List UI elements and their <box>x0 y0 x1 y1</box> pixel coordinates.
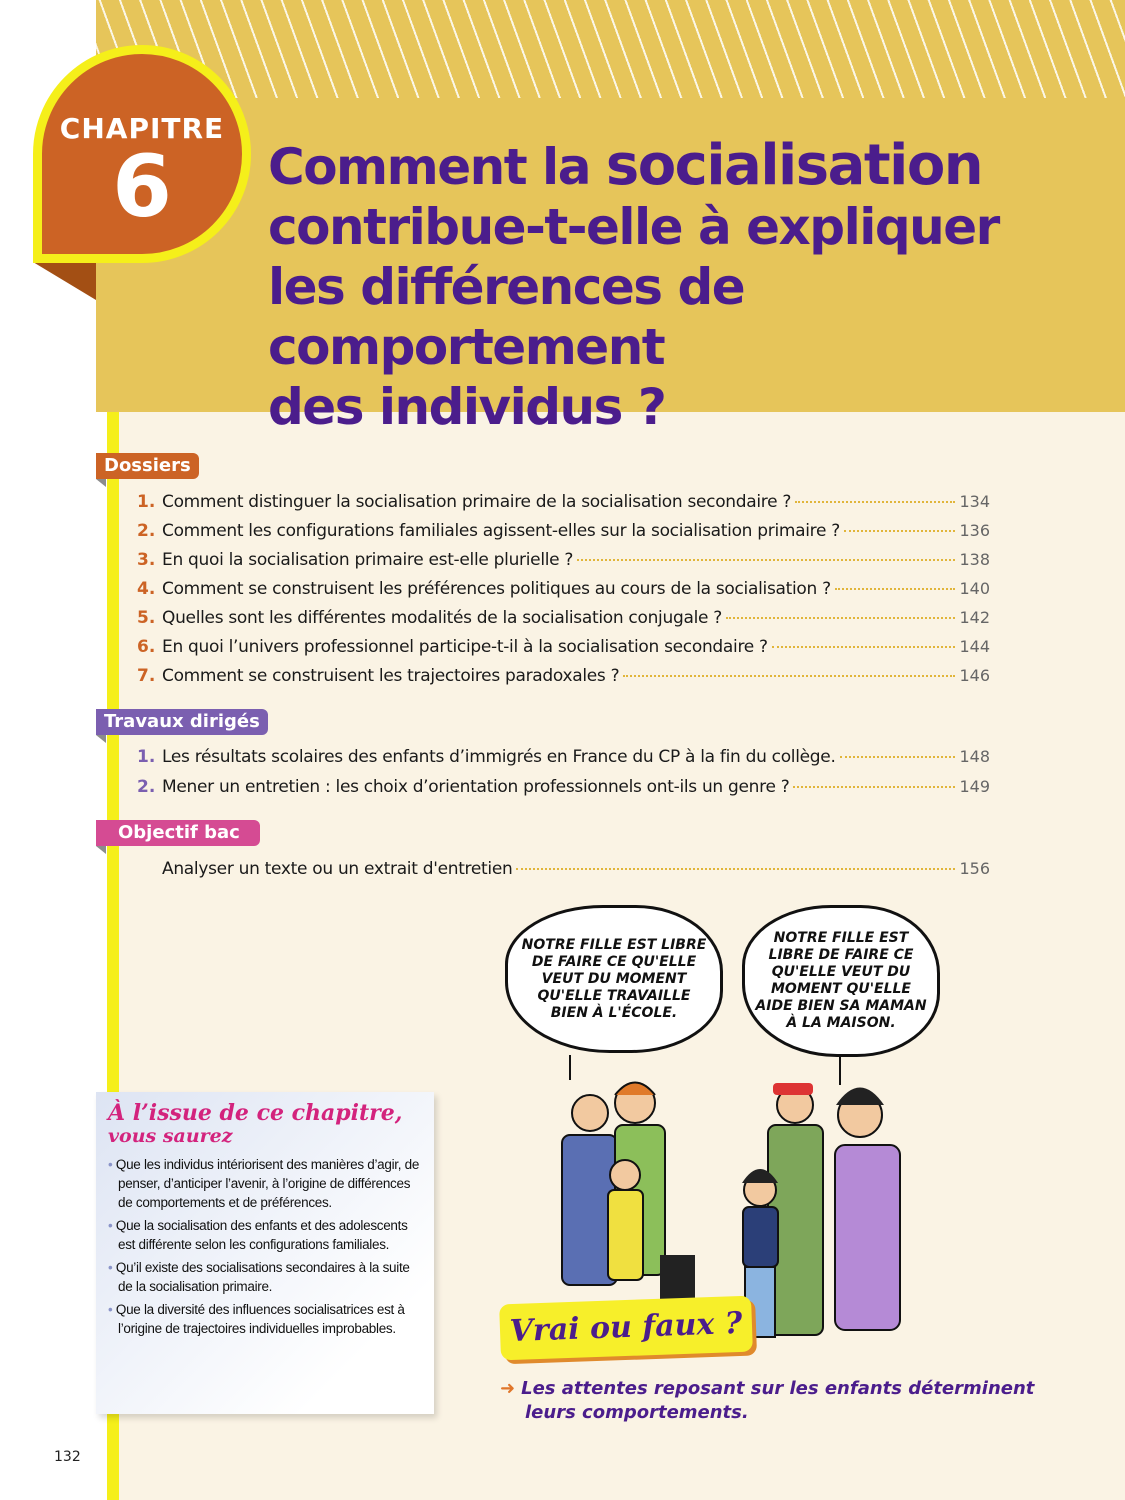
objectives-title: À l’issue de ce chapitre, vous saurez <box>108 1100 403 1147</box>
page-number: 132 <box>54 1449 81 1465</box>
toc-leader-dots <box>726 617 955 619</box>
toc-page: 142 <box>959 608 990 627</box>
toc-number: 7. <box>137 666 156 686</box>
toc-leader-dots <box>835 588 956 590</box>
title-text: Comment la <box>268 138 606 196</box>
toc-page: 148 <box>959 747 990 766</box>
toc-title: En quoi la socialisation primaire est-elle plurielle ? <box>162 550 574 570</box>
toc-leader-dots <box>793 786 955 788</box>
toc-title: Quelles sont les différentes modalités de la socialisation conjugale ? <box>162 608 722 628</box>
toc-page: 136 <box>959 521 990 540</box>
section-objectif-bac: Objectif bac <box>96 820 260 846</box>
chapter-badge <box>33 45 251 263</box>
objective-item: • Qu’il existe des socialisations secondaires à la suite de la socialisation primaire. <box>108 1258 422 1296</box>
toc-number: 6. <box>137 637 156 657</box>
toc-leader-dots <box>577 559 955 561</box>
toc-entry[interactable] <box>137 492 990 516</box>
toc-leader-dots <box>516 868 955 870</box>
objectives-box <box>96 1092 434 1414</box>
toc-leader-dots <box>795 501 955 503</box>
toc-title: Comment distinguer la socialisation primaire de la socialisation secondaire ? <box>162 492 792 512</box>
toc-number: 1. <box>137 747 156 767</box>
toc-leader-dots <box>844 530 955 532</box>
toc-page: 156 <box>959 859 990 878</box>
toc-entry[interactable] <box>137 666 990 690</box>
toc-title: Comment se construisent les trajectoires paradoxales ? <box>162 666 620 686</box>
toc-title: En quoi l’univers professionnel participe-t-il à la socialisation secondaire ? <box>162 637 768 657</box>
objective-item: • Que la diversité des influences socialisatrices est à l’origine de trajectoires individuelles improbables. <box>108 1300 422 1338</box>
toc-title: Comment se construisent les préférences politiques au cours de la socialisation ? <box>162 579 831 599</box>
toc-entry[interactable] <box>137 608 990 632</box>
toc-page: 149 <box>959 777 990 796</box>
toc-page: 144 <box>959 637 990 656</box>
title-line: contribue-t-elle à expliquer <box>268 198 999 256</box>
toc-number: 1. <box>137 492 156 512</box>
title-line: les différences de comportement <box>268 258 745 376</box>
toc-number: 3. <box>137 550 156 570</box>
title-line: des individus ? <box>268 378 666 436</box>
toc-entry[interactable] <box>137 550 990 574</box>
badge-fold <box>33 262 96 300</box>
toc-title: Comment les configurations familiales agissent-elles sur la socialisation primaire ? <box>162 521 840 541</box>
toc-entry[interactable] <box>137 579 990 603</box>
arrow-right-icon: ➜ <box>500 1378 516 1399</box>
toc-entry[interactable] <box>162 859 990 883</box>
speech-bubble-right: NOTRE FILLE EST LIBRE DE FAIRE CE QU'ELLE VEUT DU MOMENT QU'ELLE AIDE BIEN SA MAMAN À LA MAISON. <box>742 905 940 1057</box>
section-dossiers: Dossiers <box>96 453 199 479</box>
speech-bubble-left: NOTRE FILLE EST LIBRE DE FAIRE CE QU'ELLE VEUT DU MOMENT QU'ELLE TRAVAILLE BIEN À L'ÉCOLE. <box>505 905 723 1053</box>
objective-item: • Que la socialisation des enfants et des adolescents est différente selon les configurations familiales. <box>108 1216 422 1254</box>
chapter-title <box>268 133 1125 437</box>
toc-page: 134 <box>959 492 990 511</box>
toc-number: 2. <box>137 777 156 797</box>
toc-entry[interactable] <box>137 637 990 661</box>
toc-page: 138 <box>959 550 990 569</box>
toc-number: 5. <box>137 608 156 628</box>
toc-title: Analyser un texte ou un extrait d'entretien <box>162 859 513 879</box>
toc-leader-dots <box>772 646 956 648</box>
header-stripes <box>96 0 1125 98</box>
toc-entry[interactable] <box>137 521 990 545</box>
toc-entry[interactable] <box>137 747 990 771</box>
toc-entry[interactable] <box>137 777 990 801</box>
toc-page: 146 <box>959 666 990 685</box>
quiz-statement: ➜ Les attentes reposant sur les enfants déterminent leurs comportements. <box>500 1378 1035 1423</box>
title-highlight: socialisation <box>605 133 983 198</box>
vrai-ou-faux-label: Vrai ou faux ? <box>499 1296 753 1361</box>
chapter-number: 6 <box>112 137 172 237</box>
section-travaux-diriges: Travaux dirigés <box>96 709 268 735</box>
toc-leader-dots <box>840 756 956 758</box>
toc-title: Les résultats scolaires des enfants d’immigrés en France du CP à la fin du collège. <box>162 747 836 767</box>
toc-page: 140 <box>959 579 990 598</box>
toc-number: 2. <box>137 521 156 541</box>
toc-leader-dots <box>623 675 955 677</box>
toc-title: Mener un entretien : les choix d’orientation professionnels ont-ils un genre ? <box>162 777 790 797</box>
objective-item: • Que les individus intériorisent des manières d’agir, de penser, d’anticiper l’avenir, à l’origine de différences de comportements et de préférences. <box>108 1155 422 1212</box>
toc-number: 4. <box>137 579 156 599</box>
chapter-label: CHAPITRE <box>59 112 225 145</box>
